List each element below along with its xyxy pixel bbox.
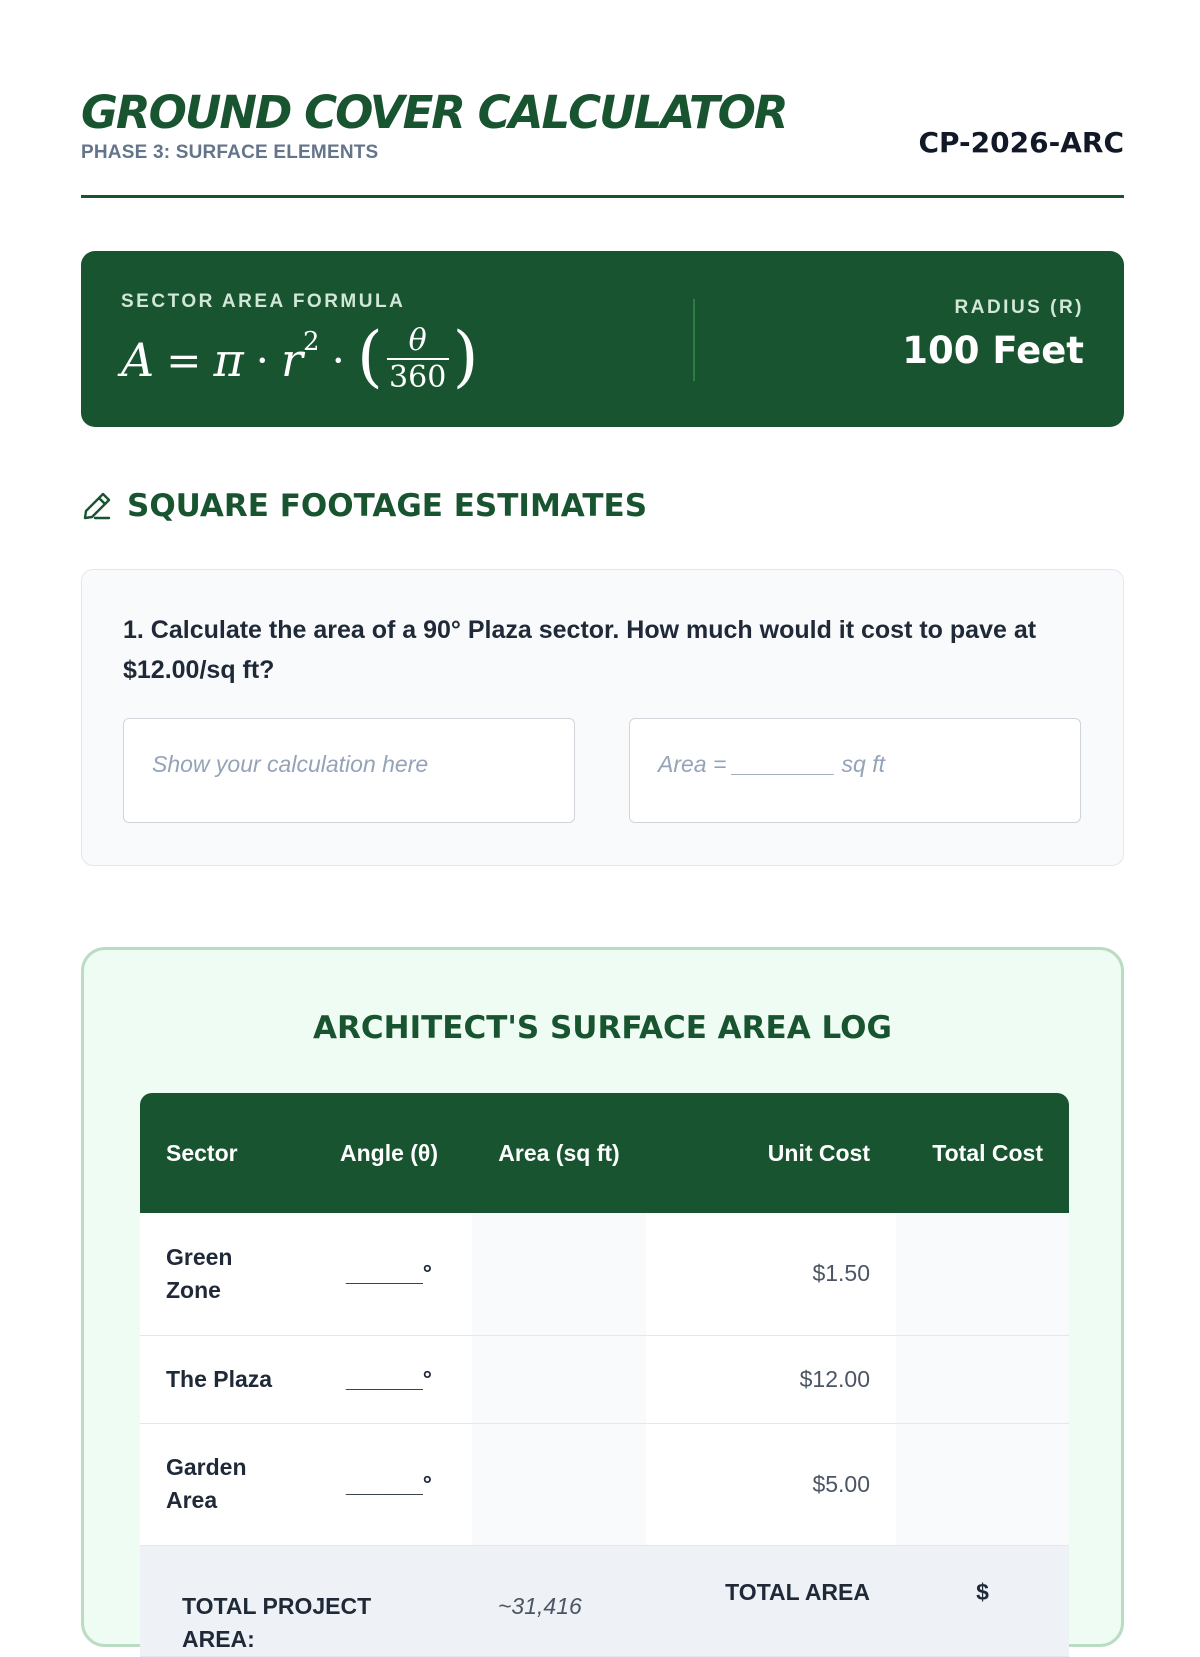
- table-footer-row: [140, 1545, 1069, 1656]
- formula-pi: π: [213, 333, 244, 387]
- unit-cost-cell: $1.50: [646, 1213, 896, 1335]
- col-header-unit-cost: Unit Cost: [646, 1093, 896, 1213]
- log-title: ARCHITECT'S SURFACE AREA LOG: [313, 1010, 892, 1046]
- table-row: [140, 1213, 1069, 1335]
- estimates-heading-text: SQUARE FOOTAGE ESTIMATES: [127, 488, 648, 524]
- formula-exponent: 2: [303, 327, 320, 357]
- total-cost-cell[interactable]: [896, 1213, 1069, 1335]
- area-cell[interactable]: [472, 1335, 646, 1423]
- surface-area-log: [81, 947, 1124, 1652]
- formula-dot: ·: [255, 335, 270, 385]
- formula-label: SECTOR AREA FORMULA: [121, 291, 406, 312]
- table-row: [140, 1335, 1069, 1423]
- sector-area-formula: [121, 319, 478, 401]
- sector-cell: Green Zone: [140, 1213, 306, 1335]
- formula-radius-symbol: r: [281, 333, 304, 387]
- total-area-value: ~31,416: [472, 1545, 646, 1656]
- total-cost-label: TOTAL AREA: [646, 1545, 896, 1656]
- table-header-row: [140, 1093, 1069, 1213]
- calculation-answer-field[interactable]: Show your calculation here: [123, 718, 575, 823]
- col-header-total-cost: Total Cost: [896, 1093, 1069, 1213]
- area-cell[interactable]: [472, 1213, 646, 1335]
- formula-close-paren: ): [452, 318, 479, 395]
- formula-panel: [81, 251, 1124, 427]
- formula-open-paren: (: [356, 318, 383, 395]
- formula-denominator: 360: [389, 360, 447, 395]
- page-subtitle: PHASE 3: SURFACE ELEMENTS: [81, 142, 379, 163]
- pencil-icon: [81, 490, 113, 522]
- formula-dot-2: ·: [331, 335, 345, 385]
- col-header-area: Area (sq ft): [472, 1093, 646, 1213]
- total-cost-cell[interactable]: [896, 1423, 1069, 1545]
- radius-label: RADIUS (R): [954, 297, 1084, 318]
- question-text: 1. Calculate the area of a 90° Plaza sector. How much would it cost to pave at $12.00/sq ft?: [123, 616, 1037, 684]
- page-header: [81, 80, 1124, 198]
- col-header-angle: Angle (θ): [306, 1093, 472, 1213]
- unit-cost-cell: $12.00: [646, 1335, 896, 1423]
- angle-cell[interactable]: ______°: [306, 1213, 472, 1335]
- page-title: GROUND COVER CALCULATOR: [81, 86, 787, 139]
- question-card: [81, 569, 1124, 866]
- unit-cost-cell: $5.00: [646, 1423, 896, 1545]
- table-row: [140, 1423, 1069, 1545]
- col-header-sector: Sector: [140, 1093, 306, 1213]
- radius-value: 100 Feet: [902, 329, 1084, 372]
- total-cost-cell[interactable]: [896, 1335, 1069, 1423]
- document-id: CP-2026-ARC: [918, 126, 1124, 159]
- formula-fraction: [387, 324, 449, 396]
- formula-divider: [693, 299, 695, 381]
- formula-equals: =: [166, 335, 202, 385]
- angle-cell[interactable]: ______°: [306, 1335, 472, 1423]
- sector-cell: The Plaza: [140, 1335, 306, 1423]
- formula-numerator: θ: [408, 323, 427, 358]
- area-cell[interactable]: [472, 1423, 646, 1545]
- sector-cell: Garden Area: [140, 1423, 306, 1545]
- angle-cell[interactable]: ______°: [306, 1423, 472, 1545]
- estimates-heading: [81, 486, 647, 526]
- total-cost-value[interactable]: $: [896, 1545, 1069, 1656]
- area-answer-field[interactable]: Area = ________ sq ft: [629, 718, 1081, 823]
- total-area-label: TOTAL PROJECT AREA:: [140, 1545, 472, 1656]
- formula-area-symbol: A: [121, 333, 155, 387]
- surface-area-table: [140, 1093, 1069, 1657]
